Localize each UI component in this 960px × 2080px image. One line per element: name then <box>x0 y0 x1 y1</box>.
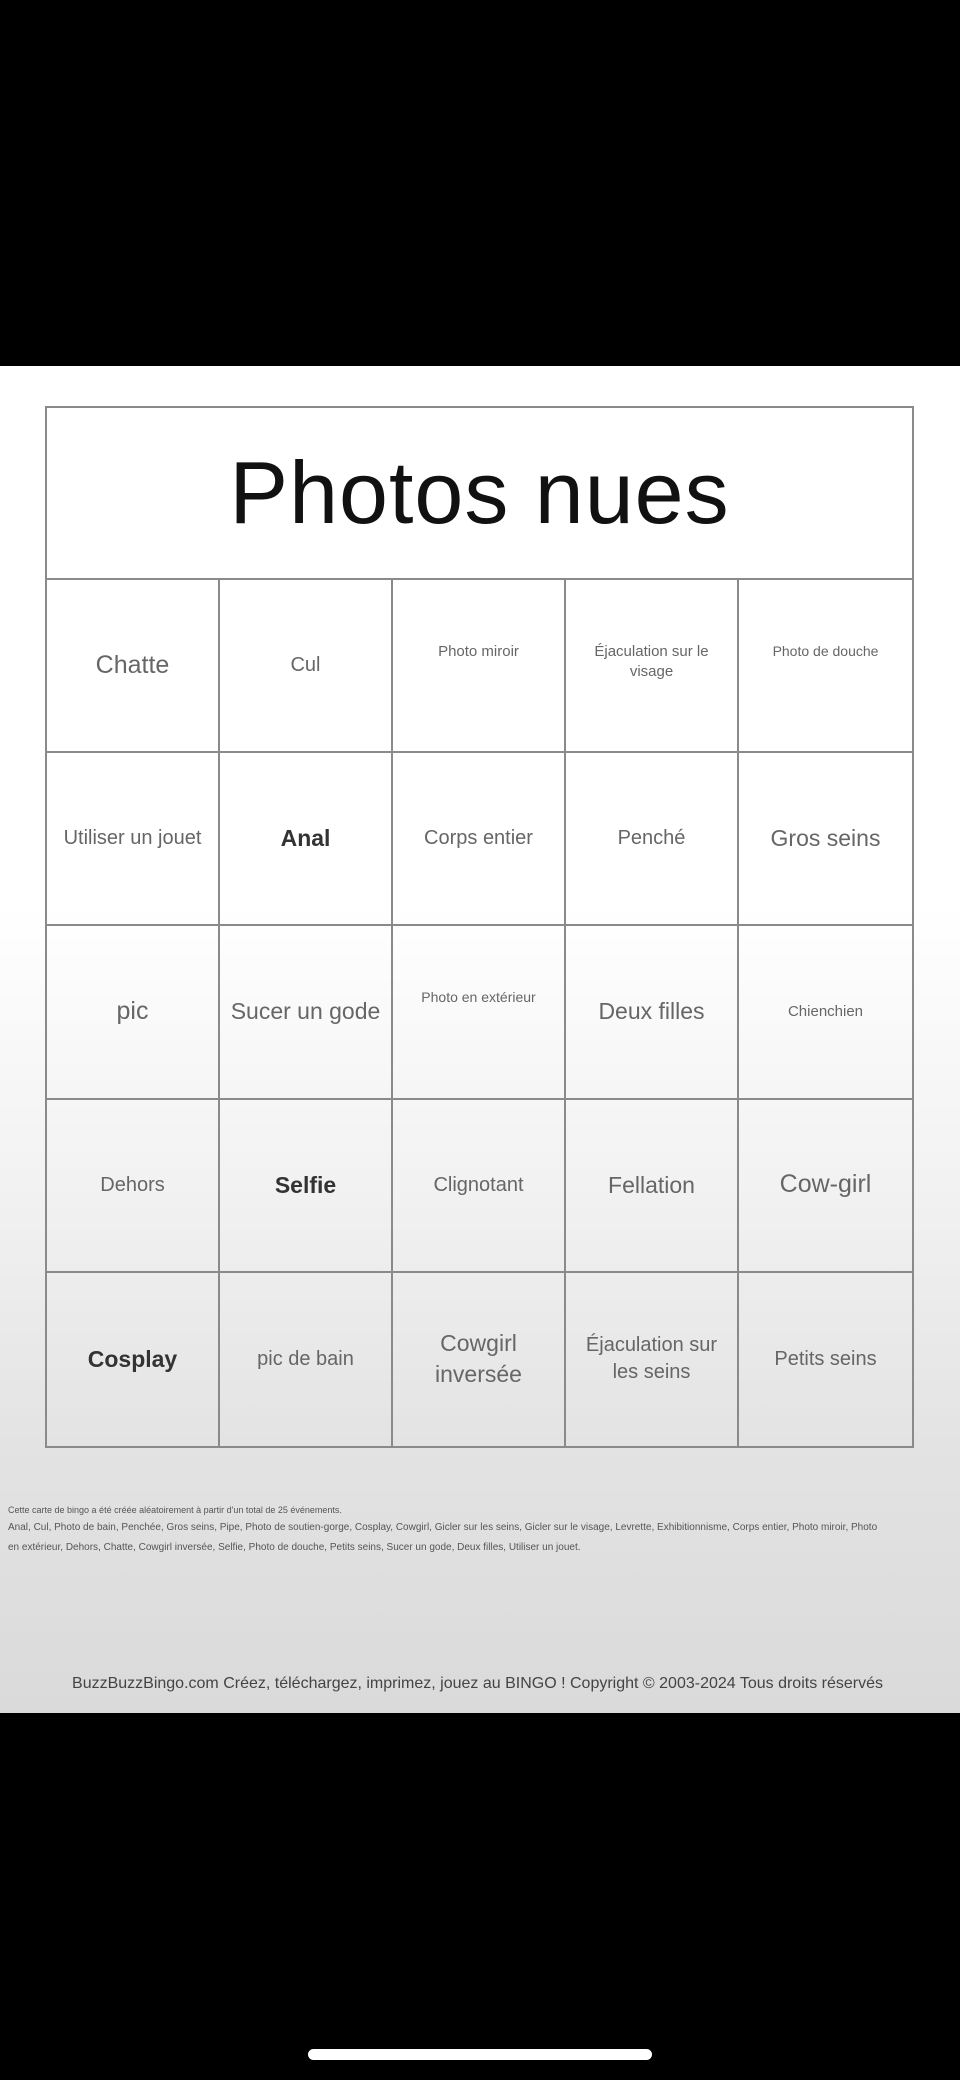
bingo-sheet <box>0 366 960 1713</box>
bingo-cell: Cosplay <box>47 1273 220 1446</box>
bingo-cell: Penché <box>566 753 739 926</box>
bingo-card <box>8 406 914 1814</box>
note-events-list: Anal, Cul, Photo de bain, Penchée, Gros seins, Pipe, Photo de soutien-gorge, Cosplay, Cowgirl, Gicler sur les seins, Gicler sur le visage, Levrette, Exhibitionnisme, Corps entier, Photo miroir, Photo en extérieur, Dehors, Chatte, Cowgirl inversée, Selfie, Photo de douche, Petits seins, Sucer un gode, Deux filles, Utiliser un jouet. <box>8 1522 878 1553</box>
bingo-cell: Petits seins <box>774 1347 877 1370</box>
bingo-cell: Chienchien <box>739 926 912 1099</box>
copyright-footer: BuzzBuzzBingo.com Créez, téléchargez, imprimez, jouez au BINGO ! Copyright © 2003-2024 Tous droits réservés <box>72 1675 883 1692</box>
bingo-cell: Cul <box>220 580 393 753</box>
bingo-cell: Clignotant <box>393 1100 566 1273</box>
bingo-cell: Utiliser un jouet <box>47 753 220 926</box>
bingo-cell: Photo miroir <box>393 580 566 753</box>
bingo-cell: Cow-girl <box>739 1100 912 1273</box>
bingo-cell: Photo de douche <box>739 580 912 753</box>
bingo-cell: Deux filles <box>566 926 739 1099</box>
bingo-grid <box>45 578 914 1448</box>
bingo-cell: Sucer un gode <box>220 926 393 1099</box>
bingo-cell: Gros seins <box>739 753 912 926</box>
bingo-cell: Chatte <box>47 580 220 753</box>
bingo-cell: Corps entier <box>393 753 566 926</box>
bingo-cell: Fellation <box>566 1100 739 1273</box>
bingo-cell: pic <box>47 926 220 1099</box>
home-indicator[interactable] <box>308 2049 652 2060</box>
bingo-cell: Cowgirl inversée <box>393 1273 566 1446</box>
note-summary: Cette carte de bingo a été créée aléatoirement à partir d'un total de 25 événements. <box>8 1505 342 1515</box>
bingo-cell: Anal <box>220 753 393 926</box>
event-notes <box>8 1502 888 1558</box>
bottom-black-bar <box>0 1713 960 2080</box>
bingo-title: Photos nues <box>229 443 730 542</box>
bingo-cell: Éjaculation sur les seins <box>566 1273 739 1446</box>
bingo-cell: Dehors <box>47 1100 220 1273</box>
bingo-cell: pic de bain <box>220 1273 393 1446</box>
bingo-cell: Éjaculation sur le visage <box>566 580 739 753</box>
top-black-bar <box>0 0 960 366</box>
bingo-cell: Photo en extérieur <box>393 926 566 1099</box>
bingo-cell: Selfie <box>220 1100 393 1273</box>
title-box <box>45 406 914 580</box>
